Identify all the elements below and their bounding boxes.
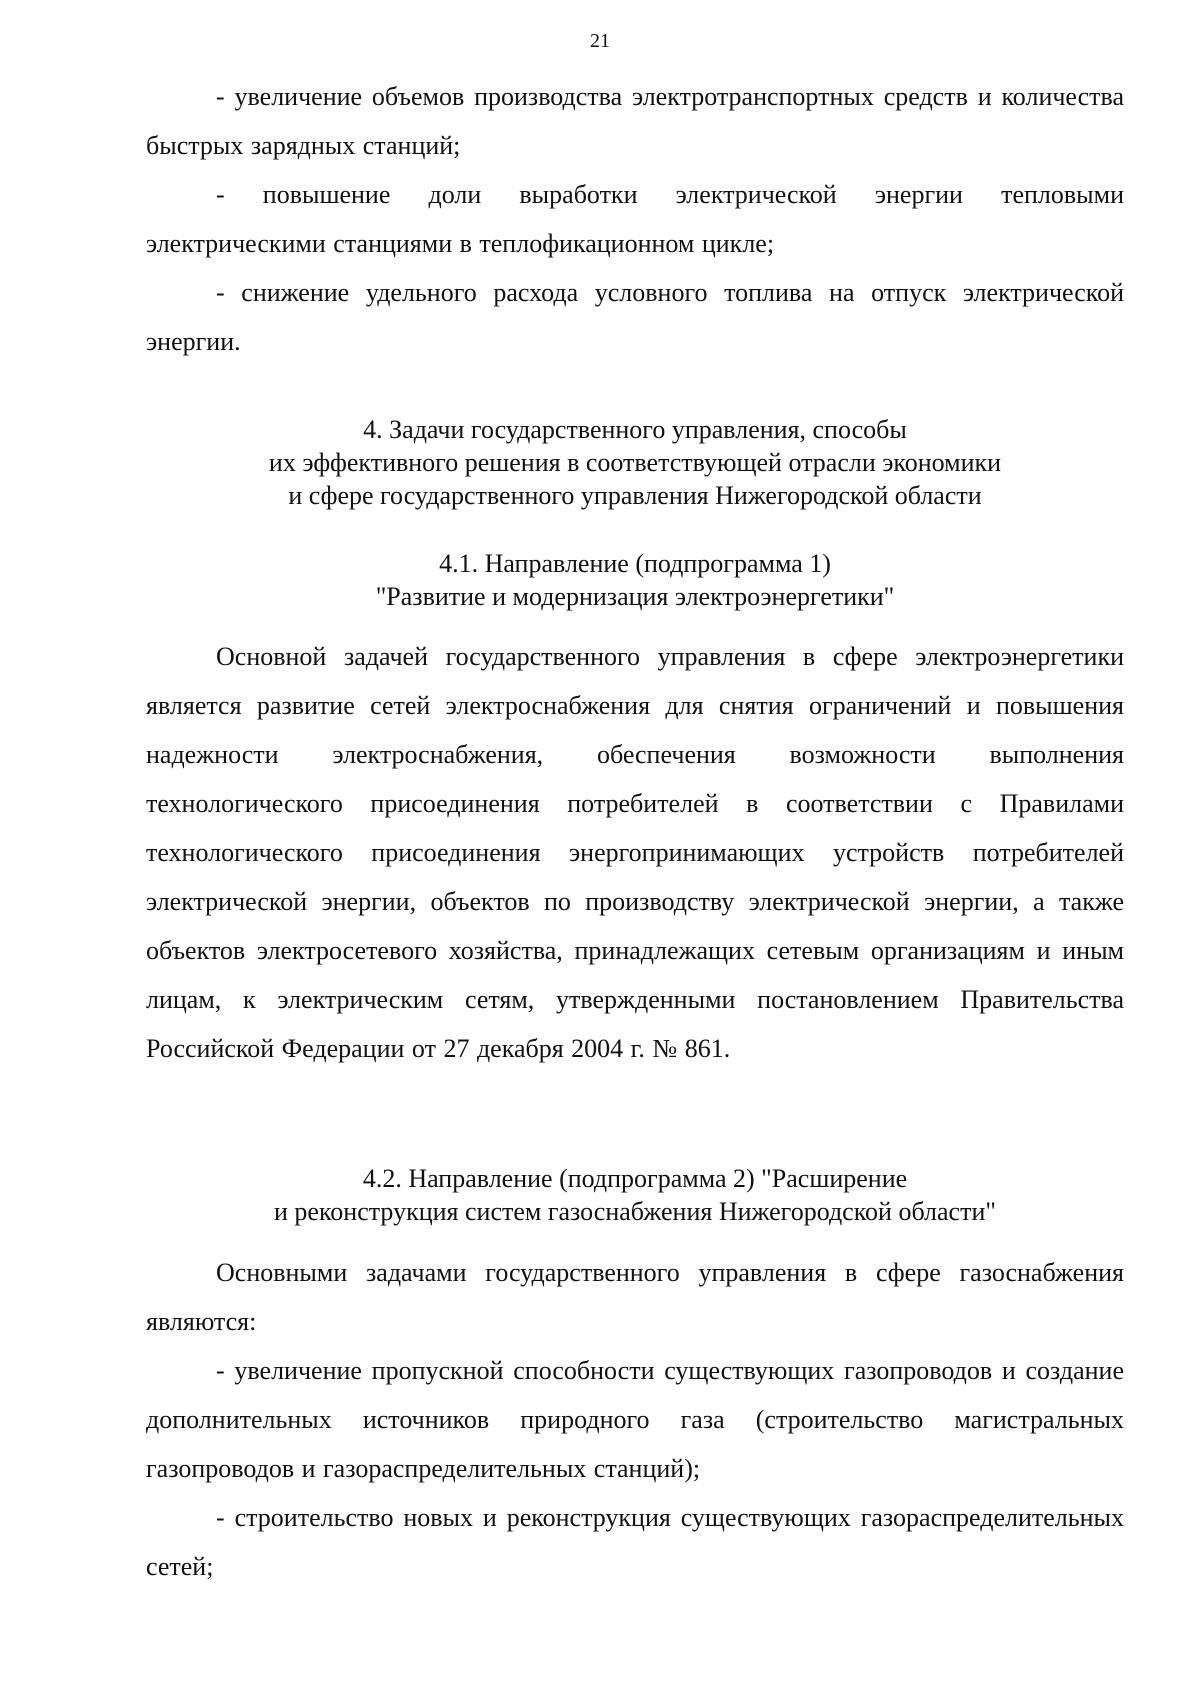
section-4-1-body: [146, 632, 1124, 1073]
heading-line: 4. Задачи государственного управления, способы: [363, 415, 907, 444]
heading-line: и реконструкция систем газоснабжения Нижегородской области": [274, 1197, 996, 1226]
heading-line: их эффективного решения в соответствующей отрасли экономики: [268, 448, 1002, 477]
list-item: - строительство новых и реконструкция существующих газораспределительных сетей;: [146, 1503, 1124, 1581]
section-heading-4-2: [146, 1162, 1124, 1228]
heading-line: "Развитие и модернизация электроэнергетики": [375, 582, 895, 611]
heading-line: 4.1. Направление (подпрограмма 1): [439, 549, 831, 578]
heading-line: и сфере государственного управления Нижегородской области: [288, 481, 982, 510]
section-heading-4-1: [146, 547, 1124, 613]
intro-list: [146, 72, 1124, 366]
paragraph: Основными задачами государственного управления в сфере газоснабжения являются:: [146, 1258, 1124, 1336]
list-item: - увеличение пропускной способности существующих газопроводов и создание дополнительных источников природного газа (строительство магистральных газопроводов и газораспределительных станций);: [146, 1356, 1124, 1483]
list-item: - увеличение объемов производства электротранспортных средств и количества быстрых зарядных станций;: [146, 82, 1124, 160]
section-4-2-body: [146, 1248, 1124, 1591]
page-number: 21: [590, 30, 610, 52]
list-item: - снижение удельного расхода условного топлива на отпуск электрической энергии.: [146, 278, 1124, 356]
paragraph: Основной задачей государственного управления в сфере электроэнергетики является развитие сетей электроснабжения для снятия ограничений и повышения надежности электроснабжения, обеспечения возможности выполнения технологического присоединения потребителей в соответствии с Правилами технологического присоединения энергопринимающих устройств потребителей электрической энергии, объектов по производству электрической энергии, а также объектов электросетевого хозяйства, принадлежащих сетевым организациям и иным лицам, к электрическим сетям, утвержденными постановлением Правительства Российской Федерации от 27 декабря 2004 г. № 861.: [146, 642, 1124, 1063]
list-item: - повышение доли выработки электрической энергии тепловыми электрическими станциями в теплофикационном цикле;: [146, 180, 1124, 258]
heading-line: 4.2. Направление (подпрограмма 2) "Расширение: [362, 1164, 908, 1193]
section-heading-4: [146, 413, 1124, 512]
